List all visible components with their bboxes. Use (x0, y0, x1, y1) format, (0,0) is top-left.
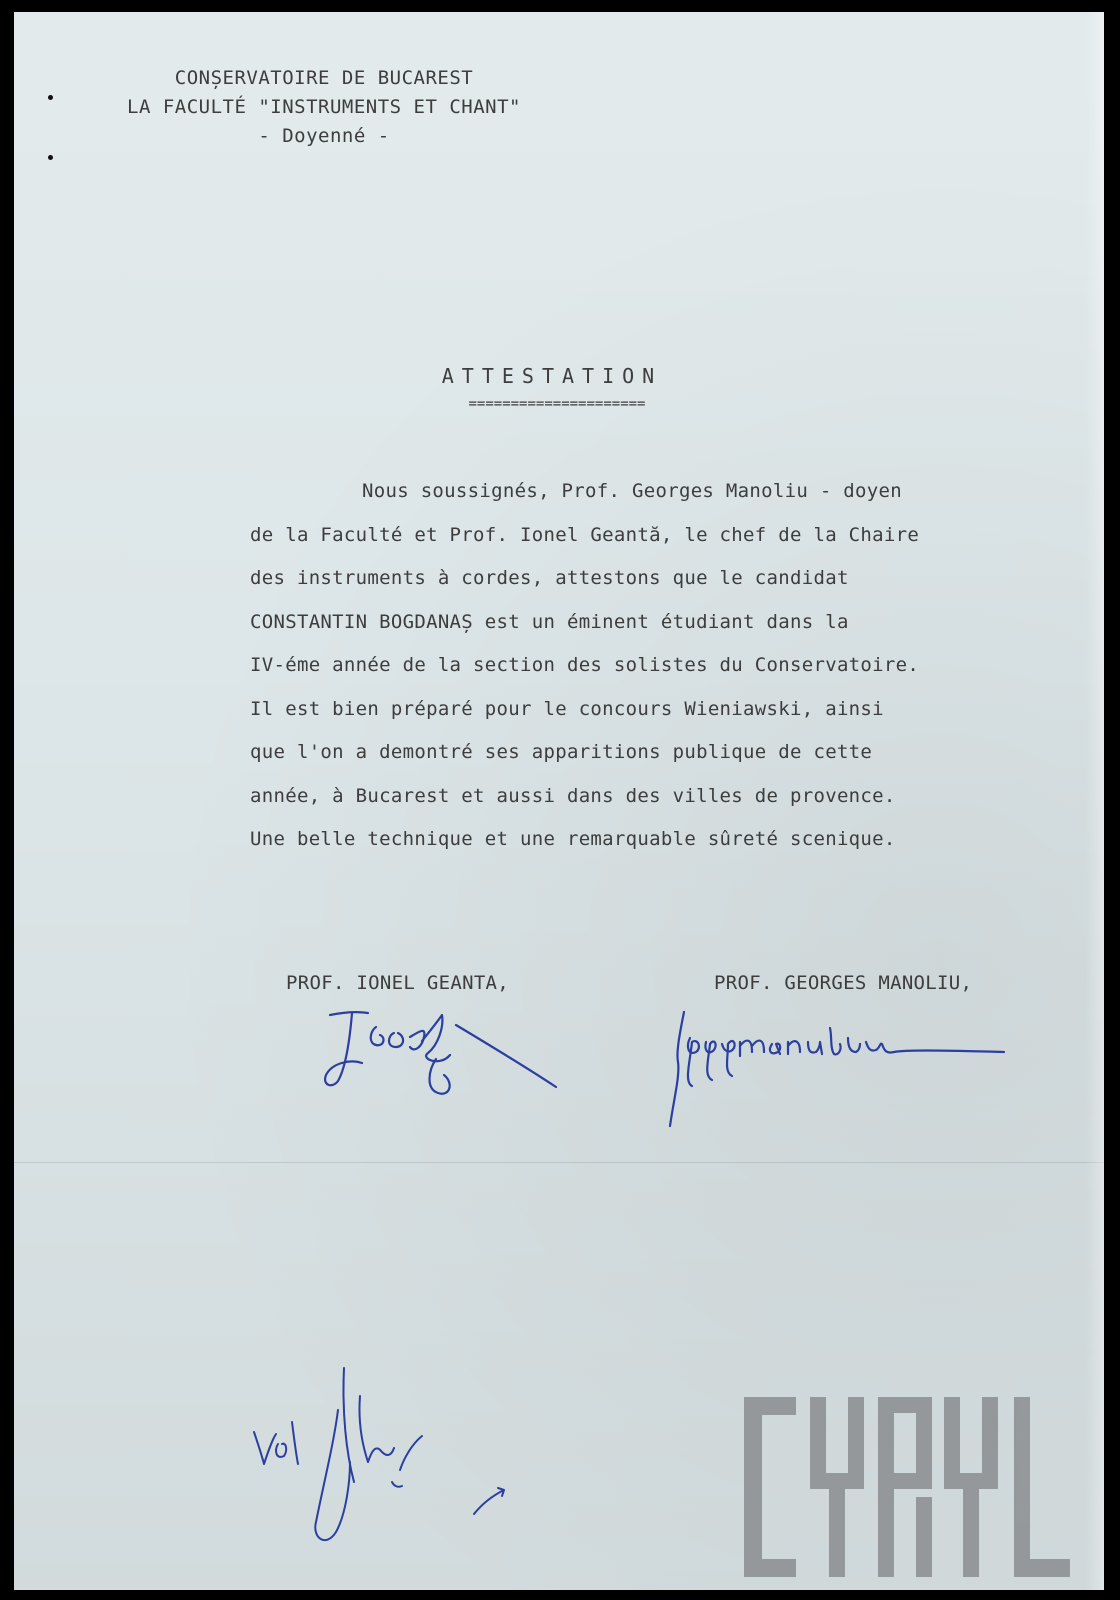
spacer (250, 1592, 510, 1593)
signatory-right-name: PROF. GEORGES MANOLIU, (714, 972, 973, 994)
body-line: Il est bien préparé pour le concours Wieniawski, ainsi (250, 697, 884, 720)
marginal-signature (242, 1182, 522, 1552)
body-line: CONSTANTIN BOGDANAȘ est un éminent étudiant dans la (250, 610, 849, 633)
document-title: ATTESTATION (441, 364, 663, 388)
body-line: IV-éme année de la section des solistes du Conservatoire. (250, 654, 920, 676)
document-page (14, 12, 1104, 1590)
cyryl-watermark-logo (744, 1387, 1074, 1587)
letterhead-institution: CONȘERVATOIRE DE BUCAREST (174, 67, 474, 89)
signatory-left-name: PROF. IONEL GEANTA, (286, 972, 510, 994)
signature-right (654, 1002, 1034, 1132)
letterhead (84, 64, 564, 151)
spacer (244, 1590, 245, 1591)
body-line: que l'on a demontré ses apparitions publique de cette (250, 741, 873, 763)
signature-left (310, 997, 590, 1117)
body-line: Une belle technique et une remarquable sûreté scenique. (250, 828, 896, 850)
letterhead-faculty: LA FACULTÉ "INSTRUMENTS ET CHANT" (127, 96, 521, 118)
spacer (250, 1592, 251, 1593)
attestation-body (250, 470, 1030, 862)
paper-fold-line (14, 1162, 1104, 1163)
watermark-text: CYRYL (744, 1387, 748, 1388)
body-line: de la Faculté et Prof. Ionel Geantă, le chef de la Chaire (250, 523, 920, 546)
spacer (250, 1590, 251, 1591)
body-line: Nous soussignés, Prof. Georges Manoliu - doyen (362, 480, 902, 502)
body-line: année, à Bucarest et aussi dans des villes de provence. (250, 784, 896, 807)
letterhead-office: - Doyenné - (258, 125, 390, 147)
body-line: des instruments à cordes, attestons que le candidat (250, 567, 849, 589)
punch-hole-mark (48, 155, 53, 160)
title-underline: ===================== (468, 396, 646, 412)
punch-hole-mark (48, 95, 53, 100)
paper-edge (1086, 12, 1104, 1590)
